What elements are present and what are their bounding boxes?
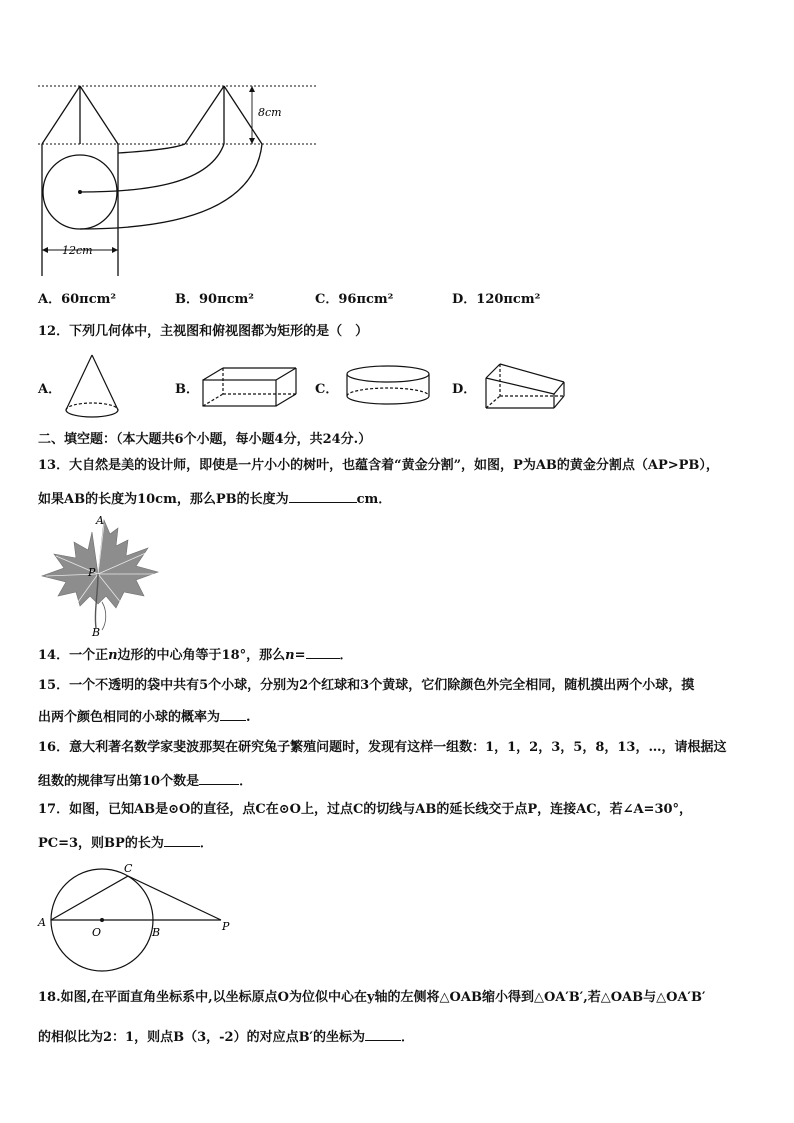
q13-answer-blank[interactable] [289,488,357,503]
q13-unit: cm． [356,492,392,507]
q13-label-a: A [96,514,104,527]
q14-line: 14．一个正n边形的中心角等于18°，那么n= ． [38,644,353,666]
q18-line2: 的相似比为2：1，则点B（3，-2）的对应点B′的坐标为 ． [38,1026,414,1048]
q12-stem: 12．下列几何体中，主视图和俯视图都为矩形的是（ ） [38,324,369,339]
q18-line1: 18.如图,在平面直角坐标系中,以坐标原点O为位似中心在y轴的左侧将△OAB缩小得到△OA′B′,若△OAB与△OA′B′ [38,990,706,1005]
q13-label-p: P [88,566,96,579]
q17-label-o: O [92,926,102,939]
q12-label-a: A． [38,382,62,397]
q11-option-a: A．60πcm² [38,292,117,307]
q16-answer-blank[interactable] [199,770,239,785]
q11-height-label: 8cm [258,106,282,119]
q11-option-b: B．90πcm² [175,292,254,307]
q13-text: 如果AB的长度为10cm，那么PB的长度为 [38,492,289,507]
q17-label-a: A [38,916,46,929]
q13-leaf-figure [36,512,166,638]
q17-line1: 17．如图，已知AB是⊙O的直径，点C在⊙O上，过点C的切线与AB的延长线交于点P，连接AC，若∠A=30°， [38,802,693,817]
q11-width-label: 12cm [62,244,93,257]
q18-answer-blank[interactable] [365,1026,401,1041]
q17-label-b: B [152,926,161,939]
q12-label-d: D． [452,382,477,397]
q17-answer-blank[interactable] [164,832,200,847]
q12-cuboid-shape [198,364,302,410]
q11-option-c: C．96πcm² [315,292,394,307]
section-2-heading: 二、填空题：（本大题共6个小题，每小题4分，共24分.） [38,432,372,447]
q15-line2: 出两个颜色相同的小球的概率为 . [38,706,251,728]
q13-line1: 13．大自然是美的设计师，即使是一片小小的树叶，也蕴含着“黄金分割”，如图，P为AB的黄金分割点（AP>PB）， [38,458,719,473]
q12-cone-shape [60,352,126,420]
q12-label-c: C． [315,382,339,397]
q14-answer-blank[interactable] [306,644,340,659]
q13-label-b: B [92,626,101,638]
q16-line1: 16．意大利著名数学家斐波那契在研究兔子繁殖问题时，发现有这样一组数：1，1，2，3，5，8，13，…，请根据这 [38,740,727,755]
q17-circle-figure [36,858,240,978]
q15-answer-blank[interactable] [220,706,246,721]
q11-figure [30,78,330,278]
q12-cylinder-shape [342,362,434,410]
q15-line1: 15．一个不透明的袋中共有5个小球，分别为2个红球和3个黄球，它们除颜色外完全相同，随机摸出两个小球，摸 [38,678,695,693]
q17-label-p: P [222,920,230,933]
q11-option-d: D．120πcm² [452,292,541,307]
q16-line2: 组数的规律写出第10个数是 ． [38,770,252,792]
q12-label-b: B． [175,382,199,397]
q13-line2 [38,488,391,510]
q17-label-c: C [124,862,133,875]
q12-prism-shape [480,358,570,414]
q17-line2: PC=3，则BP的长为 ． [38,832,213,854]
